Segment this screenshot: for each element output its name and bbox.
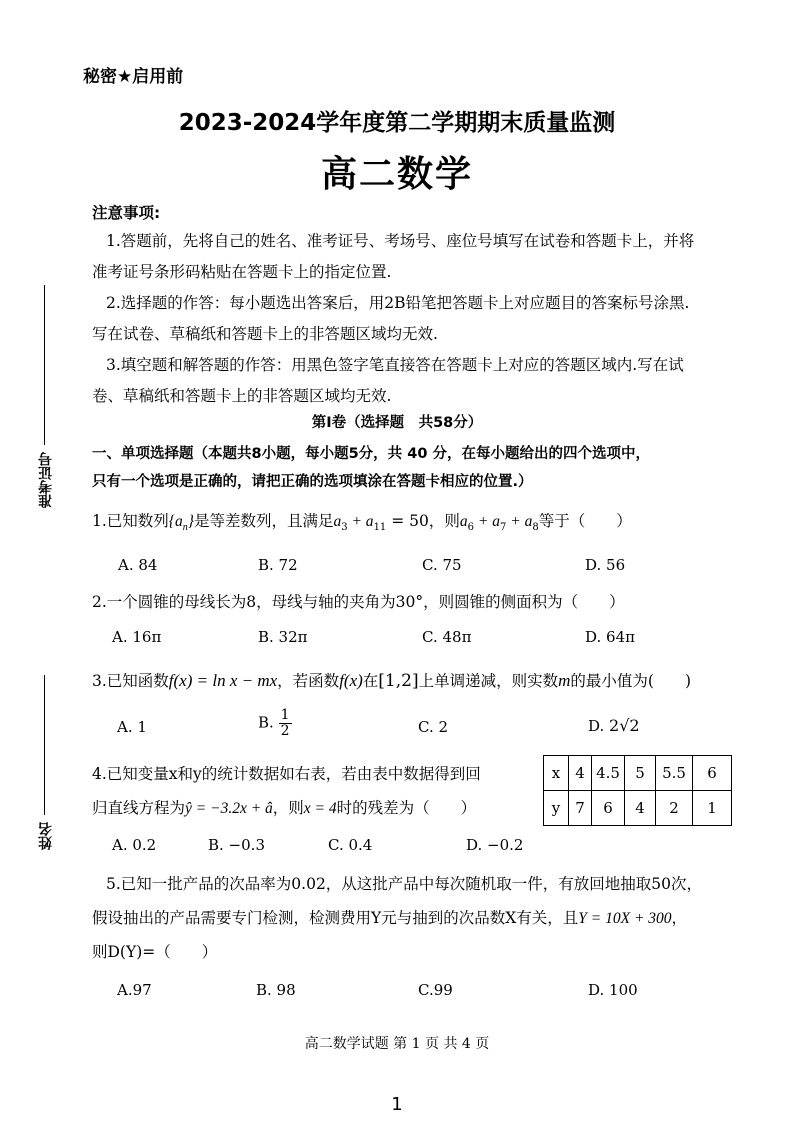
q4-data-table [543,755,732,826]
question-3: 3.已知函数f(x) = ln x − mx，若函数f(x)在[1,2]上单调递减，则实数m的最小值为( ) [92,671,692,691]
table-row-y [544,791,732,826]
notice-item3-line2: 卷、草稿纸和答题卡上的非答题区域均无效. [92,387,392,405]
table-cell: 4.5 [592,756,625,791]
q4-option-b: B. −0.3 [208,836,265,854]
table-cell: 4 [569,756,592,791]
question-5-line2: 假设抽出的产品需要专门检测，检测费用Y元与抽到的次品数X有关，且Y = 10X + 300， [92,909,688,927]
page-footer: 高二数学试题 第 1 页 共 4 页 [304,1036,490,1052]
exam-number-label: 准考证号 [38,452,54,508]
q2-option-d: D. 64π [585,628,635,646]
question-4-line2: 归直线方程为ŷ = −3.2x + â，则x = 4时的残差为（ ） [92,799,477,817]
table-cell: 6 [693,756,732,791]
table-cell: 1 [693,791,732,826]
q4-option-d: D. −0.2 [466,836,524,854]
exam-title: 2023-2024学年度第二学期期末质量监测 [178,110,616,136]
table-cell: 4 [625,791,656,826]
notice-item3-line1: 3.填空题和解答题的作答：用黑色签字笔直接答在答题卡上对应的答题区域内.写在试 [106,356,684,374]
q1-option-a: A. 84 [118,556,158,574]
notice-item2-line1: 2.选择题的作答：每小题选出答案后，用2B铅笔把答题卡上对应题目的答案标号涂黑. [106,294,690,312]
q1-option-c: C. 75 [422,556,462,574]
q3-option-c: C. 2 [418,718,449,736]
notice-item2-line2: 写在试卷、草稿纸和答题卡上的非答题区域均无效. [92,325,438,343]
table-cell: 2 [656,791,693,826]
q3-option-a: A. 1 [117,718,147,736]
q5-option-d: D. 100 [588,981,638,999]
notice-title: 注意事项: [92,204,161,222]
table-cell: 6 [592,791,625,826]
q5-option-b: B. 98 [256,981,296,999]
section-title: 第Ⅰ卷（选择题 共58分） [311,415,483,431]
question-2: 2.一个圆锥的母线长为8，母线与轴的夹角为30°，则圆锥的侧面积为（ ） [92,593,625,611]
q4-option-c: C. 0.4 [328,836,373,854]
table-cell: 5 [625,756,656,791]
q3-option-d: D. 2√2 [588,716,640,735]
q3-b-numerator: 1 [280,707,290,723]
q5-option-a: A.97 [117,981,152,999]
q2-option-a: A. 16π [112,628,162,646]
section-intro-line2: 只有一个选项是正确的，请把正确的选项填涂在答题卡相应的位置.） [92,474,533,490]
name-line [44,675,45,815]
q5-option-c: C.99 [418,981,453,999]
q3-option-b: B. $\frac{1}{2}$ [258,707,290,739]
q2-option-c: C. 48π [422,628,472,646]
notice-item1-line2: 准考证号条形码粘贴在答题卡上的指定位置. [92,263,392,281]
question-4-line1: 4.已知变量x和y的统计数据如右表，若由表中数据得到回 [92,765,481,783]
table-cell: 7 [569,791,592,826]
table-cell: x [544,756,569,791]
q3-b-denominator: 2 [280,723,290,739]
q4-option-a: A. 0.2 [112,836,157,854]
section-intro-line1: 一、单项选择题（本题共8小题，每小题5分，共 40 分，在每小题给出的四个选项中， [92,446,650,462]
question-5-line1: 5.已知一批产品的次品率为0.02，从这批产品中每次随机取一件，有放回地抽取50次， [106,875,703,893]
subject-title: 高二数学 [320,154,473,195]
question-5-line3: 则D(Y)=（ ） [92,943,218,961]
secret-label: 秘密★启用前 [83,67,184,87]
q2-option-b: B. 32π [258,628,308,646]
table-row-x [544,756,732,791]
page-number: 1 [391,1094,403,1115]
name-label: 姓名 [38,822,54,850]
q1-option-d: D. 56 [585,556,626,574]
notice-item1-line1: 1.答题前，先将自己的姓名、准考证号、考场号、座位号填写在试卷和答题卡上，并将 [106,232,695,250]
q1-option-b: B. 72 [258,556,298,574]
question-1: 1.已知数列$\{a_n\}$是等差数列，且满足$a_3 + a_{11} = 50$，则$a_6 + a_7 + a_8$等于（ ） [92,512,632,534]
table-cell: 5.5 [656,756,693,791]
table-cell: y [544,791,569,826]
